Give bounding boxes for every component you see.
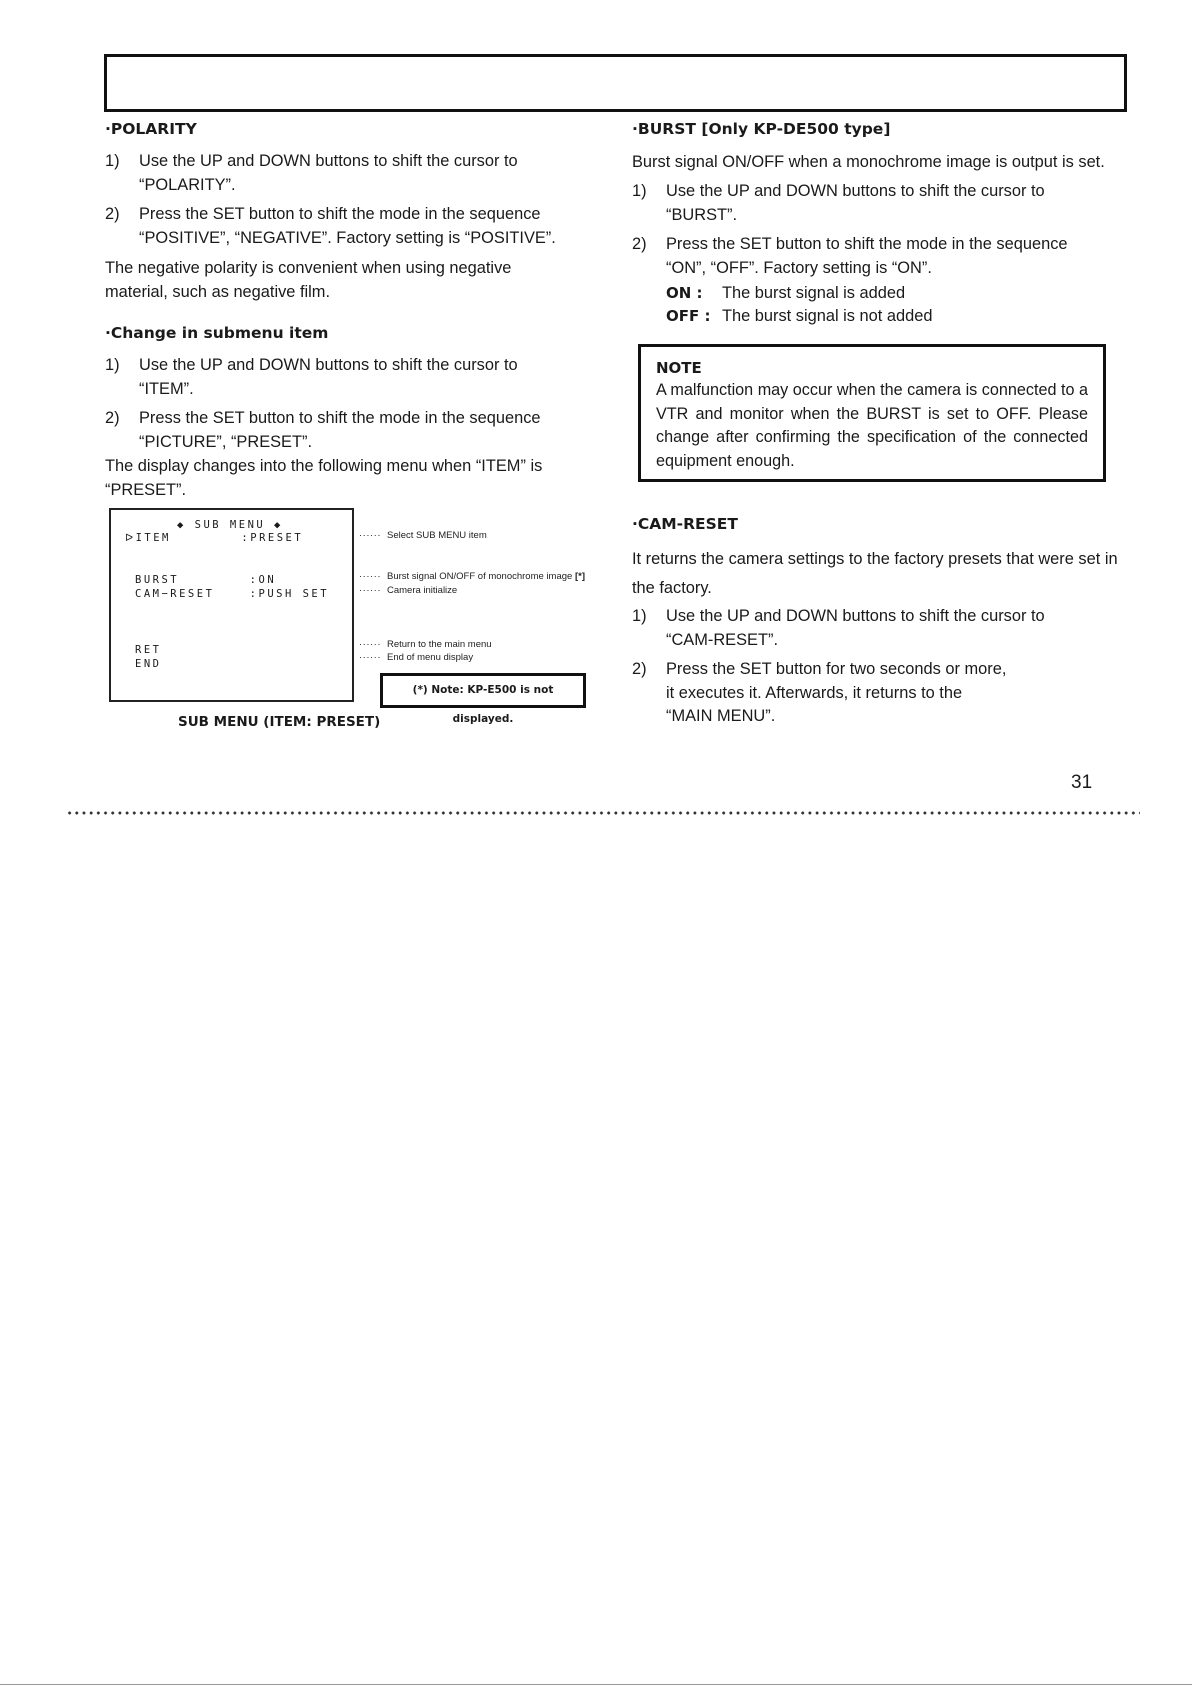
step-text: Use the UP and DOWN buttons to shift the cursor to “ITEM”. xyxy=(139,356,518,398)
page-number: 31 xyxy=(1071,772,1093,793)
submenu-note: The display changes into the following menu when “ITEM” is “PRESET”. xyxy=(105,457,543,499)
annotation-item: ······ Select SUB MENU item xyxy=(359,530,487,541)
annotation-ret: ······ Return to the main menu xyxy=(359,639,492,650)
step-number: 2) xyxy=(632,660,647,678)
polarity-heading: ·POLARITY xyxy=(105,120,197,138)
burst-on-line: ON : The burst signal is added xyxy=(666,284,906,302)
figure-caption: SUB MENU (ITEM: PRESET) xyxy=(178,714,381,730)
step-text: Press the SET button to shift the mode in the sequence “PICTURE”, “PRESET”. xyxy=(139,409,541,451)
burst-heading: ·BURST [Only KP-DE500 type] xyxy=(632,120,891,138)
cam-reset-step-2 xyxy=(632,658,1127,729)
submenu-heading: ·Change in submenu item xyxy=(105,324,329,342)
menu-row-cam-reset: CAM−RESET :PUSH SET xyxy=(135,588,330,600)
cam-reset-heading: ·CAM-RESET xyxy=(632,515,738,533)
annotation-end: ······ End of menu display xyxy=(359,652,474,663)
submenu-step-1 xyxy=(105,354,590,401)
menu-row-ret: RET xyxy=(135,644,162,656)
menu-row-item: ᐅITEM :PRESET xyxy=(125,532,304,544)
step-text: Use the UP and DOWN buttons to shift the cursor to “BURST”. xyxy=(666,182,1045,224)
menu-row-end: END xyxy=(135,658,162,670)
dotted-divider xyxy=(66,811,1140,815)
step-number: 1) xyxy=(632,182,647,200)
left-column xyxy=(105,118,590,502)
sub-menu-title: ◆ SUB MENU ◆ xyxy=(177,519,283,531)
submenu-step-2 xyxy=(105,407,590,454)
burst-intro: Burst signal ON/OFF when a monochrome image is output is set. xyxy=(632,153,1105,171)
annotation-burst: ······ Burst signal ON/OFF of monochrome image [*] xyxy=(359,571,585,582)
polarity-step-2 xyxy=(105,203,590,250)
step-number: 1) xyxy=(105,152,120,170)
burst-step-2 xyxy=(632,233,1127,280)
cam-reset-step-1 xyxy=(632,605,1127,652)
annotation-cam-reset: ······ Camera initialize xyxy=(359,585,458,596)
step-number: 2) xyxy=(105,409,120,427)
header-box xyxy=(104,54,1127,112)
note-body: A malfunction may occur when the camera is connected to a VTR and monitor when the BURST is set to OFF. Please change after confirming the specification of the connected equipment enough. xyxy=(656,381,1088,470)
step-number: 2) xyxy=(105,205,120,223)
note-box xyxy=(638,344,1106,482)
step-number: 1) xyxy=(632,607,647,625)
burst-off-line: OFF : The burst signal is not added xyxy=(666,307,933,325)
burst-step-1 xyxy=(632,180,1127,227)
step-text: Use the UP and DOWN buttons to shift the cursor to “CAM-RESET”. xyxy=(666,607,1045,649)
cam-reset-intro: It returns the camera settings to the factory presets that were set in the factory. xyxy=(632,550,1118,597)
polarity-note: The negative polarity is convenient when using negative material, such as negative film. xyxy=(105,259,512,301)
note-title: NOTE xyxy=(656,359,702,377)
sub-menu-screen xyxy=(109,508,354,702)
menu-row-burst: BURST :ON xyxy=(135,574,277,586)
step-text: Press the SET button to shift the mode in the sequence “POSITIVE”, “NEGATIVE”. Factory setting is “POSITIVE”. xyxy=(139,205,556,247)
polarity-step-1 xyxy=(105,150,590,197)
step-number: 1) xyxy=(105,356,120,374)
cam-reset-section xyxy=(632,513,1127,735)
footnote-box: (*) Note: KP-E500 is not displayed. xyxy=(380,673,586,708)
step-text: Press the SET button for two seconds or more, it executes it. Afterwards, it returns to the “MAIN MENU”. xyxy=(666,660,1007,725)
step-number: 2) xyxy=(632,235,647,253)
step-text: Press the SET button to shift the mode in the sequence “ON”, “OFF”. Factory setting is “ON”. xyxy=(666,235,1068,277)
right-column xyxy=(632,118,1127,328)
step-text: Use the UP and DOWN buttons to shift the cursor to “POLARITY”. xyxy=(139,152,518,194)
